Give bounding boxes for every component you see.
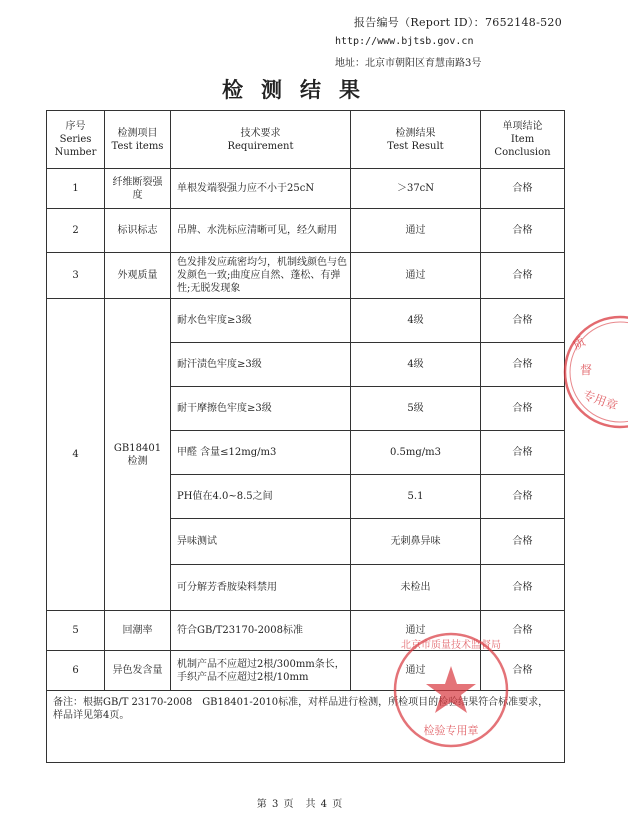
svg-text:北京市质量技术监督局: 北京市质量技术监督局 [401,640,501,651]
page-footer: 第 3 页 共 4 页 [256,799,344,810]
note-text: 备注：根据GB/T 23170-2008 GB18401-2010标准，对样品进行检测，所检项目的检验结果符合标准要求，样品详见第4页。 [47,691,565,763]
page-title: 检测结果 [222,77,378,102]
website-url[interactable]: http://www.bjtsb.gov.cn [335,36,474,47]
col-conclusion: 单项结论 Item Conclusion [481,111,565,169]
col-result: 检测结果 Test Result [351,111,481,169]
table-row: 1 纤维断裂强度 单根发端裂强力应不小于25cN ＞37cN 合格 [47,169,565,209]
report-number: 报告编号（Report ID）：7652148-520 [353,16,562,29]
table-row: 甲醛 含量≤12mg/m3 0.5mg/m3 合格 [47,431,565,475]
inspection-seal-center [376,630,526,750]
table-row: 2 标识标志 吊牌、水洗标应清晰可见，经久耐用 通过 合格 [47,209,565,253]
table-row: 耐干摩擦色牢度≥3级 5级 合格 [47,387,565,431]
table-row: PH值在4.0~8.5之间 5.1 合格 [47,475,565,519]
svg-text:督: 督 [580,363,593,377]
svg-text:专用章: 专用章 [580,387,620,414]
table-row: 3 外观质量 色发排发应疏密均匀，机制线颜色与色发颜色一致;曲度应自然、蓬松、有弹性;无脱发现象 通过 合格 [47,253,565,299]
address: 地址：北京市朝阳区育慧南路3号 [335,58,482,69]
report-header [0,0,600,80]
svg-text:质: 质 [570,334,588,353]
table-row: 可分解芳香胺染料禁用 未检出 合格 [47,565,565,611]
col-serial: 序号 Series Number [47,111,105,169]
table-row: 4 GB18401 检测 耐水色牢度≥3级 4级 合格 [47,299,565,343]
svg-text:检验专用章: 检验专用章 [423,724,479,737]
table-row: 异味测试 无刺鼻异味 合格 [47,519,565,565]
col-item: 检测项目 Test items [105,111,171,169]
inspection-seal-right [558,312,628,432]
table-row: 耐汗渍色牢度≥3级 4级 合格 [47,343,565,387]
col-requirement: 技术要求 Requirement [171,111,351,169]
table-row: 6 异色发含量 机制产品不应超过2根/300mm条长，手织产品不应超过2根/10mm 通过 合格 [47,651,565,691]
table-header-row [47,111,565,169]
table-row: 5 回潮率 符合GB/T23170-2008标准 通过 合格 [47,611,565,651]
